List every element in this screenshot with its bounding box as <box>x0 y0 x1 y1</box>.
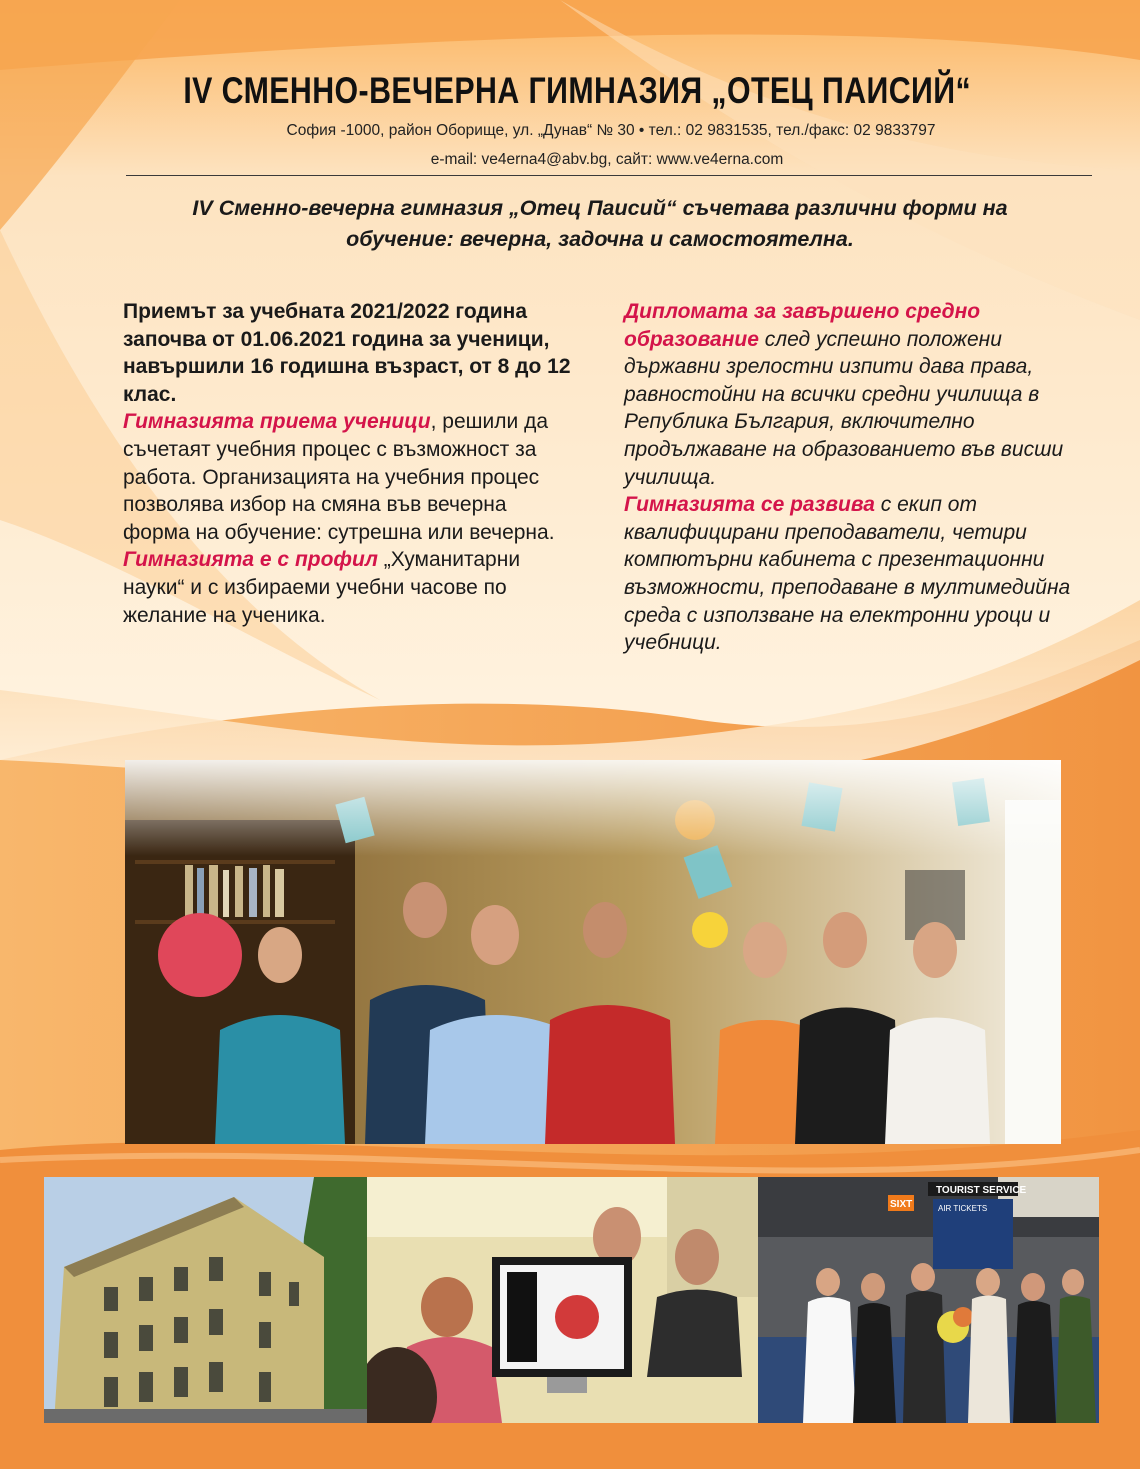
paragraph-diploma <box>624 298 1080 491</box>
graduates-group-photo <box>125 760 1061 1144</box>
paragraph-development <box>624 491 1080 657</box>
students-text: , решили да съчетаят учебния процес с възможност за работа. Организацията на учебния процес позволява избор на смяна във вечерна форма на обучение: сутрешна или вечерна. <box>123 410 555 544</box>
header-divider <box>126 175 1092 176</box>
sixt-sign: SIXT <box>890 1199 913 1210</box>
intro-text <box>150 193 1050 255</box>
intro-line-2: обучение: вечерна, задочна и самостоятелна. <box>346 227 854 251</box>
air-tickets-sign: AIR TICKETS <box>938 1204 988 1213</box>
school-title: IV СМЕННО-ВЕЧЕРНА ГИМНАЗИЯ „ОТЕЦ ПАИСИЙ“ <box>183 70 972 111</box>
computer-class-photo <box>367 1177 758 1423</box>
highlight-diploma: Дипломата за завършено средно образование <box>624 300 981 351</box>
paragraph-profile <box>123 546 573 629</box>
right-column <box>624 298 1080 657</box>
diploma-text: след успешно положени държавни зрелостни изпити дава права, равностойни на всички средни училища в Република България, включително продължаване на образованието във висши училища. <box>624 327 1064 489</box>
development-text: с екип от квалифицирани преподаватели, четири компютърни кабинета с презентационни възможности, преподаване в мултимедийна среда с използване на електронни уроци и учебници. <box>624 493 1071 655</box>
graduates-street-photo <box>758 1177 1099 1423</box>
left-column <box>123 298 573 629</box>
highlight-development: Гимназията се развива <box>624 493 875 517</box>
admission-paragraph: Приемът за учебната 2021/2022 година започва от 01.06.2021 година за ученици, навършили 16 годишна възраст, от 8 до 12 клас. <box>123 300 571 406</box>
school-address: София -1000, район Оборище, ул. „Дунав“ № 30 • тел.: 02 9831535, тел./факс: 02 9833797 <box>286 122 936 139</box>
school-contacts: e-mail: ve4erna4@abv.bg, сайт: www.ve4erna.com <box>430 151 784 168</box>
school-building-photo <box>44 1177 367 1423</box>
profile-text: „Хуманитарни науки“ и с избираеми учебни часове по желание на ученика. <box>123 548 521 627</box>
intro-line-1: IV Сменно-вечерна гимназия „Отец Паисий“ съчетава различни форми на <box>192 196 1008 220</box>
highlight-students: Гимназията приема ученици <box>123 410 431 434</box>
highlight-profile: Гимназията е с профил <box>123 548 378 572</box>
tourist-service-sign: TOURIST SERVICE <box>936 1185 1027 1196</box>
paragraph-students <box>123 408 573 546</box>
